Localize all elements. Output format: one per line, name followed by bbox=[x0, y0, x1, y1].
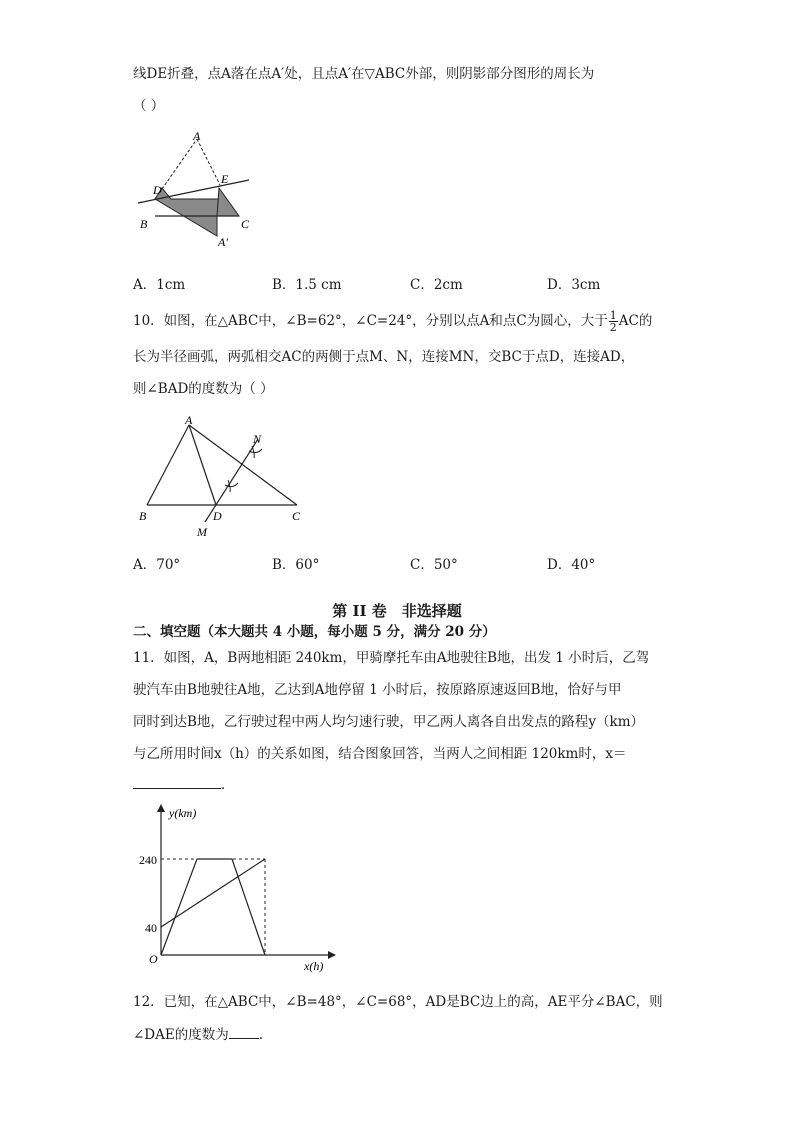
q9-figure bbox=[133, 128, 258, 248]
y-axis-arrow bbox=[157, 804, 165, 812]
q11-text-line3: 同时到达B地，乙行驶过程中两人均匀速行驶，甲乙两人离各自出发点的路程y（km） bbox=[133, 714, 645, 730]
q11-text-line5: ． bbox=[133, 774, 235, 795]
q10-text-line2: 长为半径画弧，两弧相交AC的两侧于点M、N，连接MN，交BC于点D，连接AD， bbox=[133, 349, 635, 365]
q12-text-line2: ∠DAE的度数为 ． bbox=[133, 1024, 272, 1045]
answer-blank[interactable] bbox=[229, 1024, 259, 1039]
tick-label-40: 40 bbox=[145, 921, 157, 935]
q10-figure bbox=[133, 412, 313, 542]
q10-line1-part-b: AC的 bbox=[618, 313, 653, 329]
label-n: N bbox=[253, 432, 262, 446]
label-e: E bbox=[221, 172, 229, 186]
label-b: B bbox=[140, 217, 148, 231]
arc-mark-m-1 bbox=[225, 483, 238, 487]
section-title: 第 II 卷 非选择题 bbox=[332, 602, 462, 620]
q12-text-line1: 12．已知，在△ABC中，∠B=48°，∠C=68°，AD是BC边上的高，AE平分∠BAC，则 bbox=[133, 994, 663, 1010]
q10-line1-part-a: 10．如图，在△ABC中，∠B=62°，∠C=24°，分别以点A和点C为圆心，大于 bbox=[133, 313, 608, 329]
q10-option-c[interactable]: C．50° bbox=[410, 557, 458, 573]
line-jia bbox=[161, 859, 265, 927]
fraction-half: $\frac{1}{2}$ bbox=[609, 309, 617, 334]
q9-option-a[interactable]: A．1cm bbox=[133, 277, 186, 293]
label-d: D bbox=[153, 183, 162, 197]
q10-option-a[interactable]: A．70° bbox=[133, 557, 181, 573]
label-c: C bbox=[292, 509, 301, 523]
q11-text-line4: 与乙所用时间x（h）的关系如图，结合图象回答，当两人之间相距 120km时，x＝ bbox=[133, 746, 627, 762]
tick-label-240: 240 bbox=[139, 853, 157, 867]
segment-ad bbox=[189, 425, 216, 505]
y-axis-label: y(km) bbox=[169, 806, 197, 820]
answer-blank[interactable] bbox=[133, 774, 221, 789]
q9-text-line1: 线DE折叠，点A落在点A′处，且点A′在▽ABC外部，则阴影部分图形的周长为 bbox=[133, 66, 595, 82]
segment-ab bbox=[147, 425, 189, 505]
q10-option-d[interactable]: D．40° bbox=[547, 557, 596, 573]
label-c: C bbox=[241, 217, 250, 231]
origin-label: O bbox=[149, 952, 158, 966]
section-subtitle: 二、填空题（本大题共 4 小题，每小题 5 分，满分 20 分） bbox=[133, 624, 496, 640]
q9-option-c[interactable]: C．2cm bbox=[410, 277, 463, 293]
x-axis-label: x(h) bbox=[304, 959, 324, 973]
label-a: A bbox=[193, 129, 201, 143]
label-m: M bbox=[197, 525, 207, 539]
q11-text-line2: 驶汽车由B地驶往A地，乙达到A地停留 1 小时后，按原路原速返回B地，恰好与甲 bbox=[133, 682, 622, 698]
x-axis-arrow bbox=[328, 951, 336, 959]
shaded-region-right bbox=[217, 188, 239, 216]
dashed-ae bbox=[197, 139, 220, 185]
label-a-prime: A′ bbox=[218, 235, 228, 248]
dashed-ad bbox=[162, 139, 197, 189]
q9-text-line2: （ ） bbox=[133, 98, 165, 114]
segment-ac bbox=[189, 425, 297, 505]
shaded-region-left bbox=[155, 188, 221, 236]
q10-text-line1 bbox=[133, 310, 652, 333]
q10-text-line3: 则∠BAD的度数为（ ） bbox=[133, 381, 274, 397]
q10-option-b[interactable]: B．60° bbox=[272, 557, 320, 573]
q11-graph bbox=[133, 800, 338, 980]
label-a: A bbox=[185, 413, 193, 427]
label-d: D bbox=[213, 509, 222, 523]
q9-option-d[interactable]: D．3cm bbox=[547, 277, 601, 293]
q11-text-line1: 11．如图，A，B两地相距 240km，甲骑摩托车由A地驶往B地，出发 1 小时后，乙驾 bbox=[133, 650, 650, 666]
label-b: B bbox=[139, 509, 147, 523]
line-yi bbox=[161, 859, 265, 955]
q9-option-b[interactable]: B．1.5 cm bbox=[272, 277, 342, 293]
